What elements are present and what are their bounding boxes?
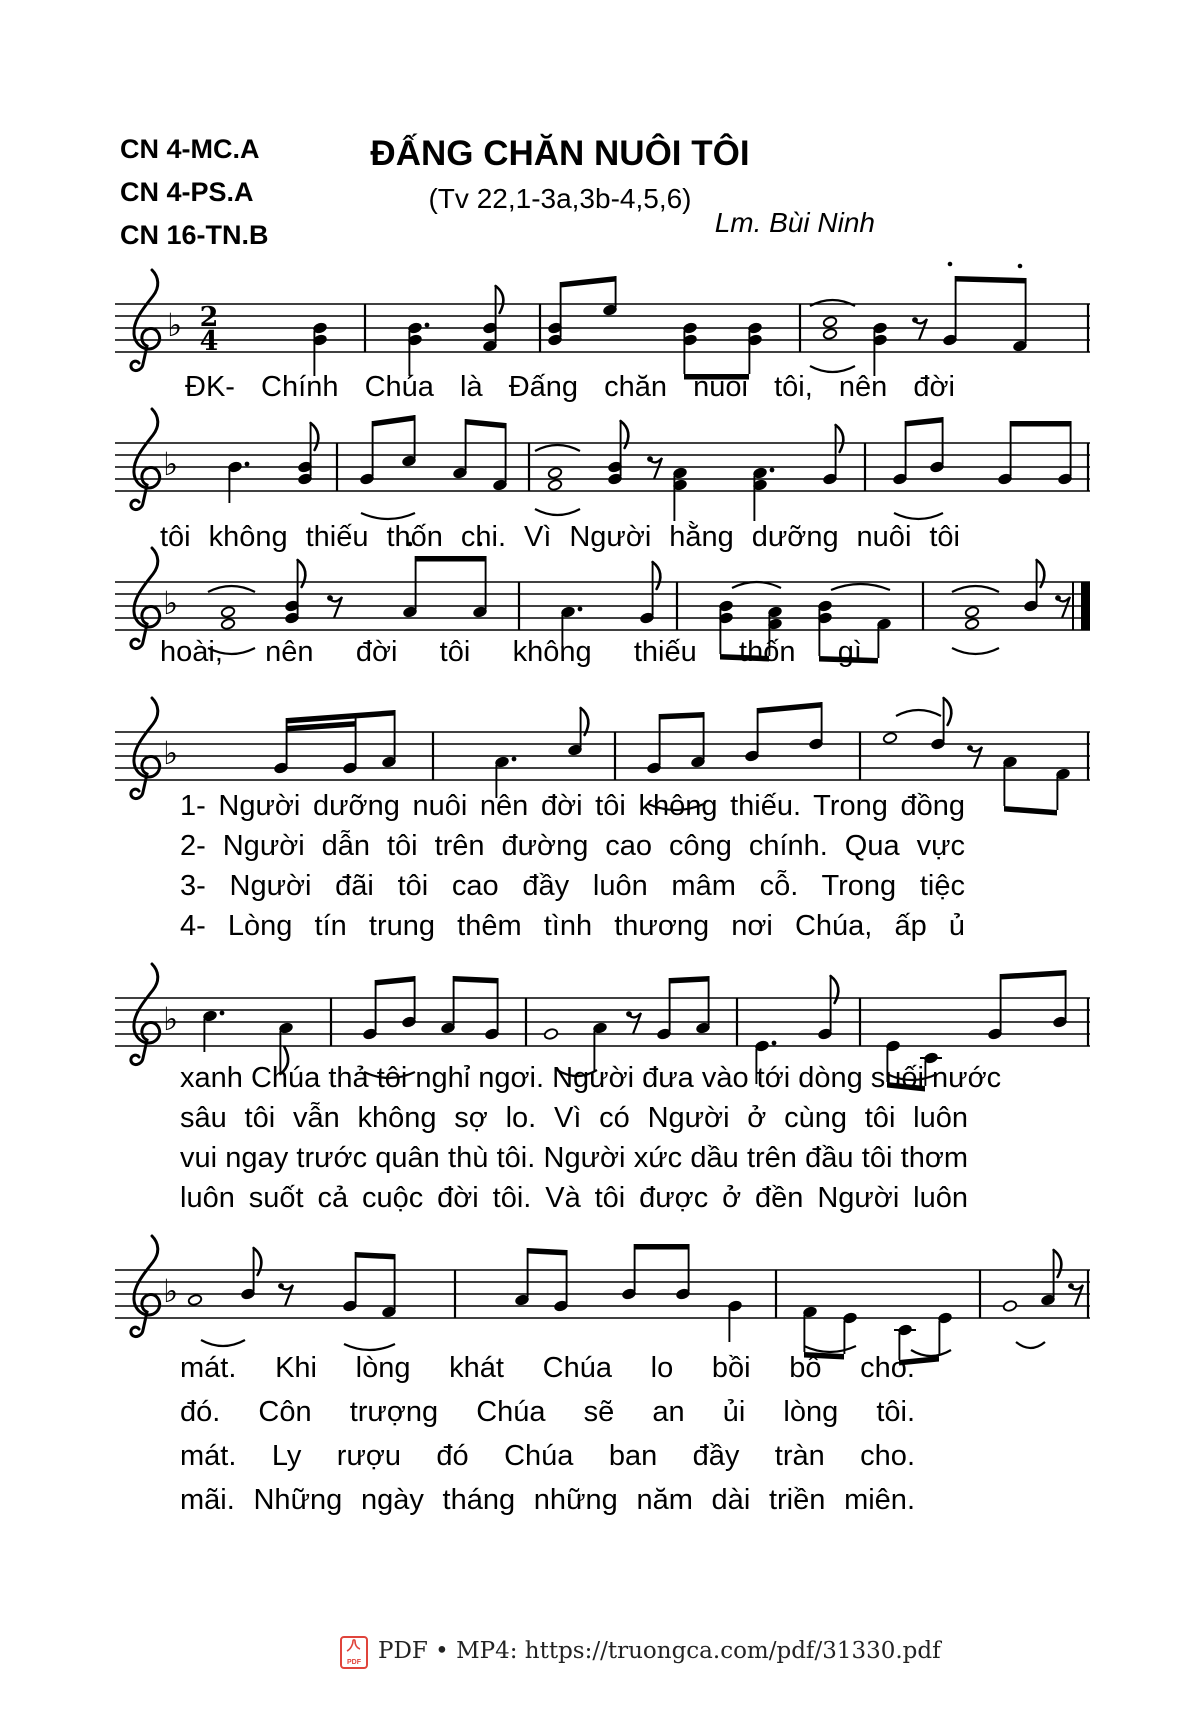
lyrics-refrain-line-2: tôi không thiếu thốn chi. Vì Người hằng dưỡng nuôi tôi — [160, 521, 960, 553]
music-staff-6 — [115, 1210, 1090, 1375]
lyrics-verse-1b: xanh Chúa thả tôi nghỉ ngơi. Người đưa vào tới dòng suối nước — [180, 1062, 1002, 1094]
lyrics-verse-4b: luôn suốt cả cuộc đời tôi. Và tôi được ở đền Người luôn — [180, 1182, 968, 1214]
lyrics-verse-4a: 4- Lòng tín trung thêm tình thương nơi Chúa, ấp ủ — [180, 910, 965, 942]
lyrics-verse-3b: vui ngay trước quân thù tôi. Người xức dầu trên đầu tôi thơm — [180, 1142, 968, 1174]
psalm-reference: (Tv 22,1-3a,3b-4,5,6) — [428, 183, 692, 214]
code-line-2: CN 4-PS.A — [120, 177, 254, 207]
liturgical-codes — [120, 128, 269, 257]
lyrics-verse-4c: mãi. Những ngày tháng những năm dài triền miên. — [180, 1484, 915, 1516]
code-line-3: CN 16-TN.B — [120, 220, 269, 250]
code-line-1: CN 4-MC.A — [120, 134, 260, 164]
lyrics-verse-2b: sâu tôi vẫn không sợ lo. Vì có Người ở cùng tôi luôn — [180, 1102, 968, 1134]
lyrics-verse-2c: đó. Côn trượng Chúa sẽ an ủi lòng tôi. — [180, 1396, 915, 1428]
lyrics-verse-1c: mát. Khi lòng khát Chúa lo bồi bổ cho. — [180, 1352, 915, 1384]
pdf-icon-label: PDF — [347, 1659, 361, 1666]
svg-text:♭: ♭ — [163, 1000, 179, 1038]
lyrics-verse-2a: 2- Người dẫn tôi trên đường cao công chính. Qua vực — [180, 830, 965, 862]
svg-text:4: 4 — [199, 326, 219, 357]
lyrics-verse-3c: mát. Ly rượu đó Chúa ban đầy tràn cho. — [180, 1440, 915, 1472]
footer — [340, 1634, 941, 1669]
lyrics-verse-3a: 3- Người đãi tôi cao đầy luôn mâm cỗ. Trong tiệc — [180, 870, 965, 902]
svg-text:♭: ♭ — [167, 306, 183, 344]
composer-credit: Lm. Bùi Ninh — [714, 207, 875, 238]
pdf-curl-glyph — [345, 1639, 361, 1653]
lyrics-verse-1a: 1- Người dưỡng nuôi nên đời tôi không thiếu. Trong đồng — [180, 790, 965, 822]
svg-text:♭: ♭ — [163, 445, 179, 483]
pdf-file-icon — [340, 1636, 368, 1669]
song-title: ĐẤNG CHĂN NUÔI TÔI — [370, 134, 750, 173]
lyrics-refrain-line-1: ĐK- Chính Chúa là Đấng chăn nuôi tôi, nên đời — [185, 371, 955, 403]
svg-text:♭: ♭ — [163, 734, 179, 772]
lyrics-refrain-line-3: hoài, nên đời tôi không thiếu thốn gì. — [160, 636, 870, 668]
svg-text:2: 2 — [199, 302, 219, 333]
svg-text:♭: ♭ — [163, 584, 179, 622]
svg-text:♭: ♭ — [163, 1272, 179, 1310]
download-link-text[interactable]: PDF • MP4: https://truongca.com/pdf/31330.pdf — [378, 1638, 941, 1664]
